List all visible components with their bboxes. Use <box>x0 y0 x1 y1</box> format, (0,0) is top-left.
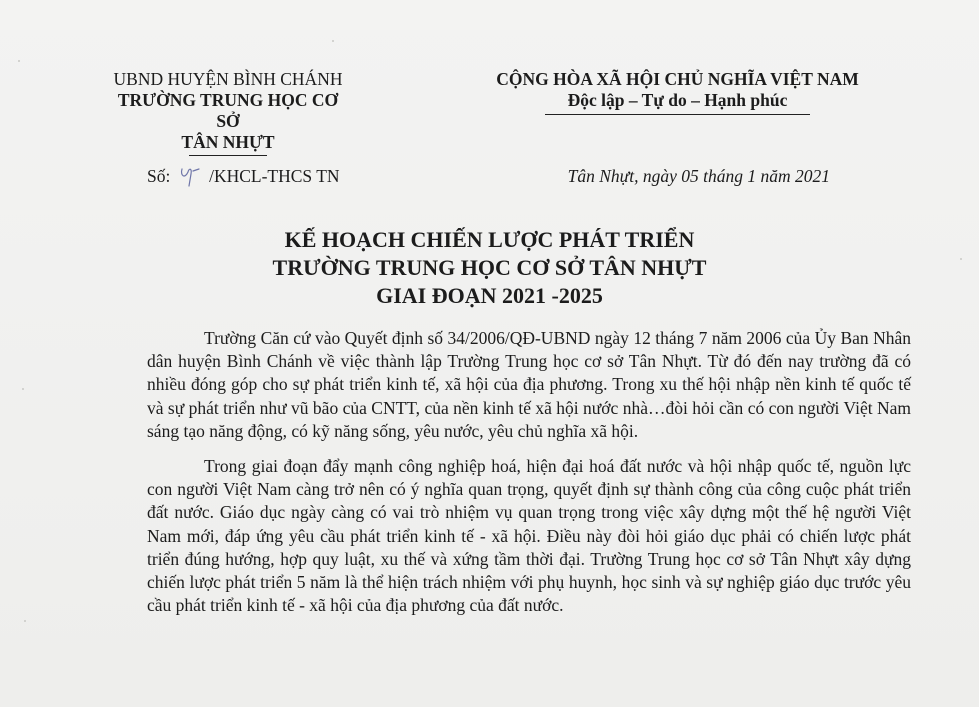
school-name-line1: TRƯỜNG TRUNG HỌC CƠ SỞ <box>117 90 339 131</box>
document-number-suffix: /KHCL-THCS TN <box>209 166 340 186</box>
handwritten-number-mark <box>177 168 203 188</box>
body-paragraph: Trong giai đoạn đẩy mạnh công nghiệp hoá, hiện đại hoá đất nước và hội nhập quốc tế, nguồn lực con người Việt Nam càng trở nên có ý nghĩa quan trọng, quyết định sự thành công của công cuộc phát triển đất nước. Giáo dục ngày càng có vai trò nhiệm vụ quan trọng trong việc xây dựng một thế hệ người Việt Nam mới, đáp ứng yêu cầu phát triển kinh tế - xã hội. Điều này đòi hỏi giáo dục phải có chiến lược phát triển đúng hướng, hợp quy luật, xu thế và xứng tầm thời đại. Trường Trung học cơ sở Tân Nhựt xây dựng chiến lược phát triển 5 năm là thể hiện trách nhiệm với phụ huynh, học sinh và sự nghiệp giáo dục trước yêu cầu phát triển kinh tế - xã hội của địa phương của đất nước. <box>147 456 911 616</box>
scan-speck <box>18 60 20 62</box>
authority-name: UBND HUYỆN BÌNH CHÁNH <box>113 69 343 89</box>
scan-speck <box>332 40 334 42</box>
title-line3: GIAI ĐOẠN 2021 -2025 <box>376 283 603 308</box>
document-body <box>147 327 911 617</box>
title-line1: KẾ HOẠCH CHIẾN LƯỢC PHÁT TRIỂN <box>284 227 695 252</box>
school-name-line2: TÂN NHỰT <box>181 132 275 152</box>
motto-underline <box>545 114 810 115</box>
document-title <box>0 226 979 310</box>
body-paragraph: Trường Căn cứ vào Quyết định số 34/2006/QĐ-UBND ngày 12 tháng 7 năm 2006 của Ủy Ban Nhân dân huyện Bình Chánh về việc thành lập Trường Trung học cơ sở Tân Nhựt. Từ đó đến nay trường đã có nhiều đóng góp cho sự phát triển kinh tế, xã hội của địa phương. Trong xu thế hội nhập nền kinh tế quốc tế và sự phát triển như vũ bão của CNTT, của nền kinh tế xã hội nước nhà…đòi hỏi cần có con người Việt Nam sáng tạo năng động, có kỹ năng sống, yêu nước, yêu chủ nghĩa xã hội. <box>147 328 911 441</box>
issuing-authority <box>112 69 344 156</box>
scan-speck <box>24 620 26 622</box>
authority-underline <box>189 155 267 156</box>
title-line2: TRƯỜNG TRUNG HỌC CƠ SỞ TÂN NHỰT <box>272 255 707 280</box>
national-motto <box>465 69 890 115</box>
scan-speck <box>22 388 24 390</box>
country-name: CỘNG HÒA XÃ HỘI CHỦ NGHĨA VIỆT NAM <box>496 69 859 89</box>
document-number-label: Số: <box>147 166 171 186</box>
document-number <box>147 166 340 188</box>
motto: Độc lập – Tự do – Hạnh phúc <box>567 90 788 110</box>
place-and-date: Tân Nhựt, ngày 05 tháng 1 năm 2021 <box>567 166 830 186</box>
